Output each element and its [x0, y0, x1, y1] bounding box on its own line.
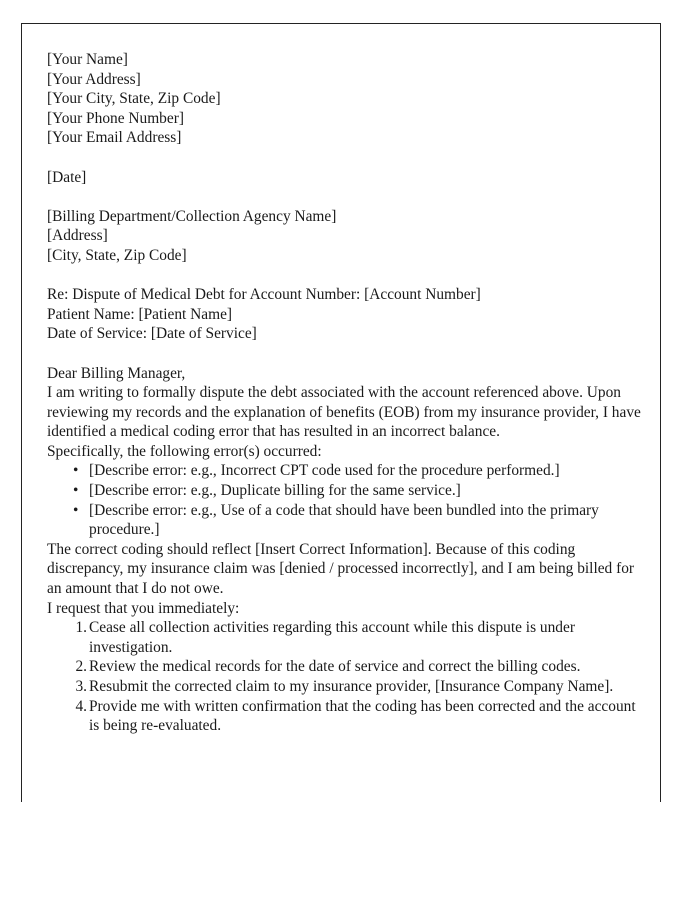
correction-paragraph: The correct coding should reflect [Insert Correct Information]. Because of this coding discrepancy, my insurance claim was [denied / processed incorrectly], and I am being billed for an amount that I do not owe. [47, 540, 635, 598]
sender-line: [Your Email Address] [47, 129, 182, 147]
list-item: Cease all collection activities regarding this account while this dispute is under investigation. [89, 619, 575, 656]
list-item: • [Describe error: e.g., Duplicate billing for the same service.] [47, 481, 648, 501]
list-item: Provide me with written confirmation that the coding has been corrected and the account is being re-evaluated. [89, 697, 636, 735]
recipient-line: [Billing Department/Collection Agency Name] [47, 207, 337, 225]
salutation [47, 364, 648, 384]
recipient-line: [City, State, Zip Code] [47, 246, 187, 264]
letter-content [47, 50, 648, 736]
date-of-service-line: Date of Service: [Date of Service] [47, 325, 257, 343]
recipient-address-block [47, 207, 648, 266]
errors-intro: Specifically, the following error(s) occurred: [47, 442, 322, 460]
list-item: • [Describe error: e.g., Use of a code that should have been bundled into the primary procedure.] [47, 501, 648, 540]
list-item: Resubmit the corrected claim to my insurance provider, [Insurance Company Name]. [89, 678, 614, 695]
letter-page [21, 23, 661, 802]
sender-line: [Your City, State, Zip Code] [47, 90, 221, 108]
salutation-line: Dear Billing Manager, [47, 364, 186, 382]
request-list [47, 618, 648, 736]
opening-paragraph: I am writing to formally dispute the debt associated with the account referenced above. Upon reviewing my records and the explanation of benefits (EOB) from my insurance provider, I have identified a medical coding error that has resulted in an incorrect balance. [47, 384, 641, 441]
list-item: • [Describe error: e.g., Incorrect CPT code used for the procedure performed.] [47, 461, 648, 481]
list-item: Review the medical records for the date of service and correct the billing codes. [89, 658, 581, 676]
sender-line: [Your Name] [47, 51, 128, 68]
sender-line: [Your Address] [47, 70, 141, 88]
reference-subject-line: Re: Dispute of Medical Debt for Account Number: [Account Number] [47, 286, 481, 304]
patient-name-line: Patient Name: [Patient Name] [47, 305, 233, 323]
sender-line: [Your Phone Number] [47, 109, 184, 127]
date-block [47, 168, 648, 188]
sender-address-block [47, 50, 648, 148]
date-line: [Date] [47, 168, 87, 186]
recipient-line: [Address] [47, 227, 108, 245]
reference-block [47, 285, 648, 344]
requests-intro: I request that you immediately: [47, 599, 240, 617]
error-list [47, 461, 648, 539]
